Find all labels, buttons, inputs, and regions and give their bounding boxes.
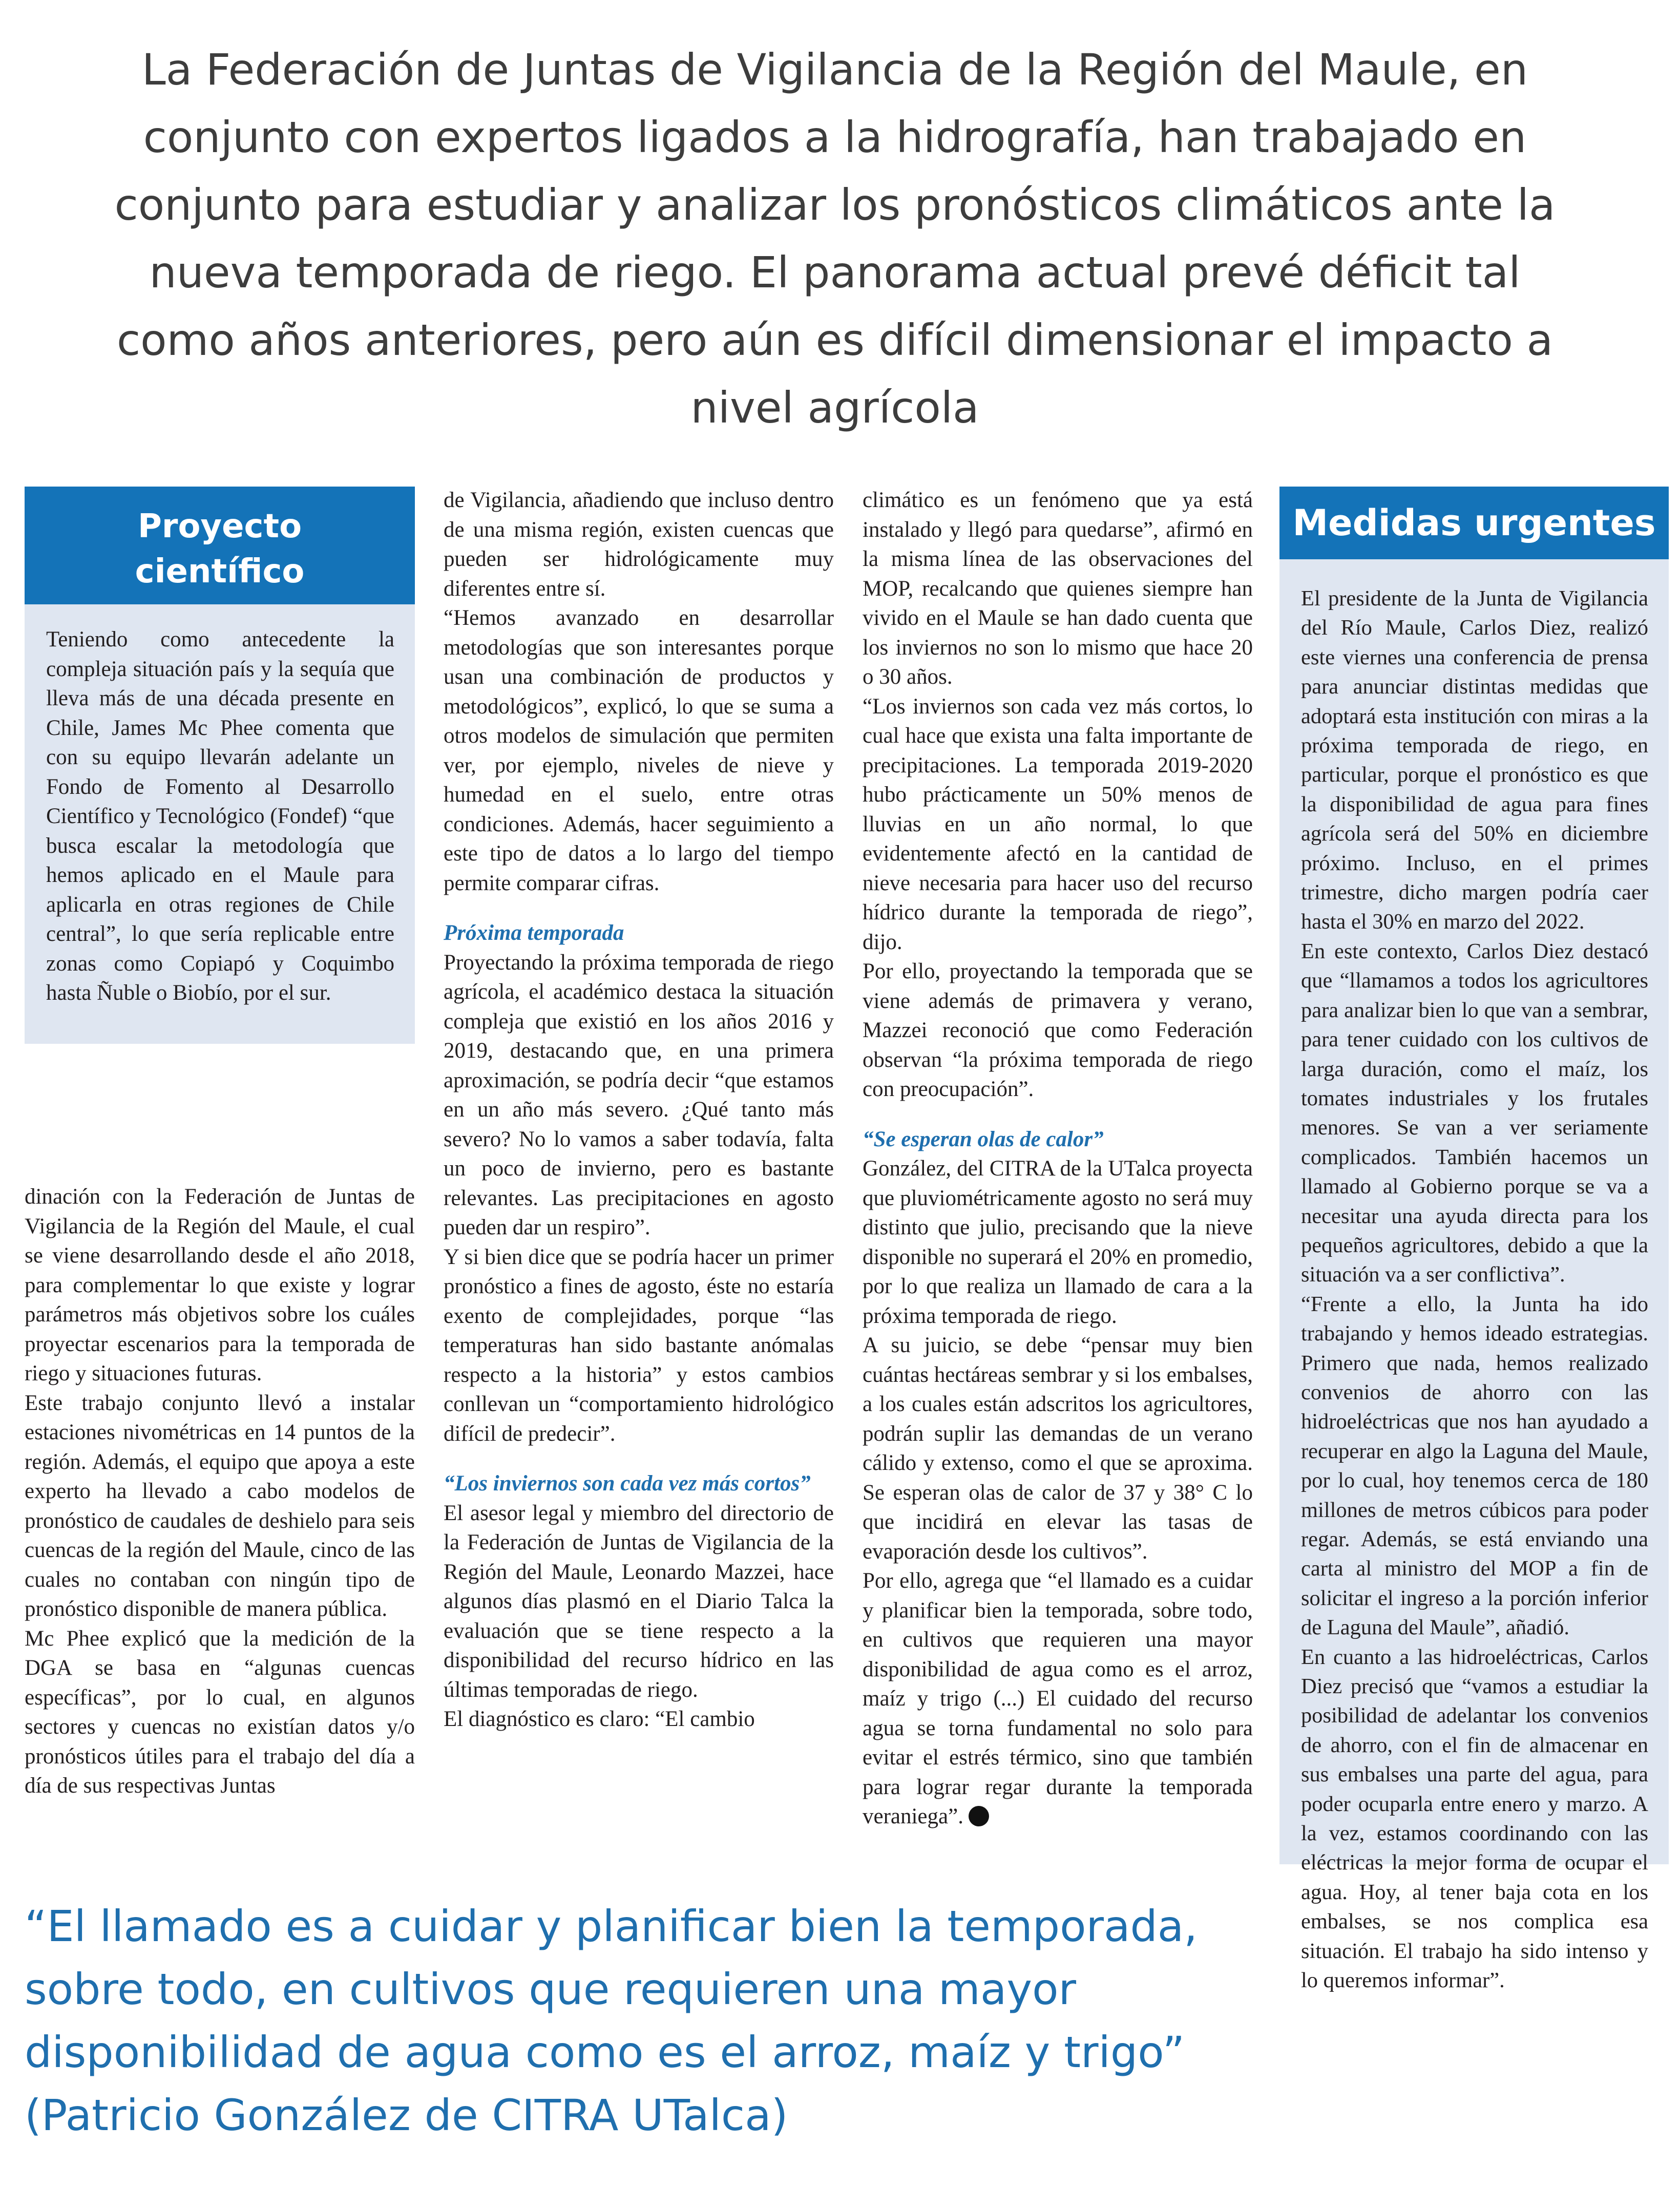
body-paragraph: El diagnóstico es claro: “El cambio: [444, 1707, 755, 1731]
body-paragraph: A su juicio, se debe “pensar muy bien cuántas hectáreas sembrar y si los embalses, a los cuales están adscritos los agricultores, podrán suplir las demandas de un verano cálido y extenso, como el que se aproxima. Se esperan olas de calor de 37 y 38° C lo que incidirá en elevar las tasas de evaporación desde los cultivos”.: [863, 1333, 1253, 1564]
body-paragraph: [863, 1566, 1253, 1832]
article-column-1: [25, 1182, 415, 1801]
sidebar-paragraph: “Frente a ello, la Junta ha ido trabajando y hemos ideado estrategias. Primero que nada, hemos realizado convenios de ahorro con las hidroeléctricas que nos han ayudado a recuperar en algo la Laguna del Maule, por lo cual, hoy tenemos cerca de 180 millones de metros cúbicos para poder regar. Además, se está enviando una carta al ministro del MOP a fin de solicitar el ingreso a la porción inferior de Laguna del Maule”, añadió.: [1301, 1292, 1648, 1640]
body-paragraph: El asesor legal y miembro del directorio de la Federación de Juntas de Vigilancia de la Región del Maule, Leonardo Mazzei, hace algunos días plasmó en el Diario Talca la evaluación que se tiene respecto a la disponibilidad del recurso hídrico en las últimas temporadas de riego.: [444, 1501, 834, 1702]
pull-quote: “El llamado es a cuidar y planificar bien la temporada, sobre todo, en cultivos que requieren una mayor disponibilidad de agua como es el arroz, maíz y trigo” (Patricio González de CITRA UTalca): [25, 1901, 1198, 2140]
article-lead: La Federación de Juntas de Vigilancia de la Región del Maule, en conjunto con expertos ligados a la hidrografía, han trabajado en conjunto para estudiar y analizar los pronósticos climáticos ante la nueva temporada de riego. El panorama actual prevé déficit tal como años anteriores, pero aún es difícil dimensionar el impacto a nivel agrícola: [114, 45, 1556, 433]
article-column-2: [444, 486, 834, 1734]
body-paragraph: González, del CITRA de la UTalca proyecta que pluviométricamente agosto no será muy distinto que julio, precisando que la nieve disponible no superará el 20% en promedio, por lo que realiza un llamado de cara a la próxima temporada de riego.: [863, 1156, 1253, 1328]
body-paragraph: “Los inviernos son cada vez más cortos, lo cual hace que exista una falta importante de precipitaciones. La temporada 2019-2020 hubo prácticamente un 50% menos de lluvias en un año normal, lo que evidentemente afectó en la cantidad de nieve necesaria para hacer uso del recurso hídrico durante la temporada de riego”, dijo.: [863, 694, 1253, 954]
sidebar-title: Medidas urgentes: [1279, 487, 1669, 559]
body-paragraph: “Hemos avanzado en desarrollar metodologías que son interesantes porque usan una combinación de productos y metodológicos”, explicó, lo que se suma a otros modelos de simulación que permiten ver, por ejemplo, niveles de nieve y humedad en el suelo, entre otras condiciones. Además, hacer seguimiento a este tipo de datos a lo largo del tiempo permite comparar cifras.: [444, 606, 834, 895]
body-paragraph: Mc Phee explicó que la medición de la DGA se basa en “algunas cuencas específicas”, por lo cual, en algunos sectores y cuencas no existían datos y/o pronósticos útiles para el trabajo del día a día de sus respectivas Juntas: [25, 1626, 415, 1798]
section-heading-proxima-temporada: Próxima temporada: [444, 921, 624, 945]
body-paragraph: dinación con la Federación de Juntas de Vigilancia de la Región del Maule, el cual se viene desarrollando desde el año 2018, para complementar lo que existe y lograr parámetros más objetivos sobre los cuáles proyectar escenarios para la temporada de riego y situaciones futuras.: [25, 1185, 415, 1385]
end-of-article-mark: [969, 1806, 989, 1826]
sidebar-paragraph: El presidente de la Junta de Vigilancia del Río Maule, Carlos Diez, realizó este viernes una conferencia de prensa para anunciar distintas medidas que adoptará esta institución con miras a la próxima temporada de riego, en particular, porque el pronóstico es que la disponibilidad de agua para fines agrícola será del 50% en diciembre próximo. Incluso, en el primes trimestre, dicho margen podría caer hasta el 30% en marzo del 2022.: [1301, 586, 1648, 934]
sidebar-medidas-urgentes: [1279, 487, 1669, 1993]
sidebar-title: Proyecto científico: [25, 487, 415, 604]
sidebar-proyecto-cientifico: [25, 487, 415, 1044]
sidebar-body: [25, 604, 415, 1008]
sidebar-paragraph: Teniendo como antecedente la compleja situación país y la sequía que lleva más de una década presente en Chile, James Mc Phee comenta que con su equipo llevarán adelante un Fondo de Fomento al Desarrollo Científico y Tecnológico (Fondef) “que busca escalar la metodología que hemos aplicado en el Maule para aplicarla en otras regiones de Chile central”, lo que sería replicable entre zonas como Copiapó y Coquimbo hasta Ñuble o Biobío, por el sur.: [46, 627, 394, 1005]
article-column-3: [863, 486, 1253, 1832]
sidebar-body: [1279, 559, 1669, 1995]
body-paragraph: climático es un fenómeno que ya está instalado y llegó para quedarse”, afirmó en la misma línea de las observaciones del MOP, recalcando que quienes siempre han vivido en el Maule se han dado cuenta que los inviernos no son lo mismo que hace 20 o 30 años.: [863, 488, 1253, 689]
section-heading-olas-de-calor: “Se esperan olas de calor”: [863, 1127, 1104, 1151]
sidebar-paragraph: En este contexto, Carlos Diez destacó que “llamamos a todos los agricultores para analizar bien lo que van a sembrar, para tener cuidado con los cultivos de larga duración, como el maíz, los tomates industriales y los frutales menores. Se van a ver seriamente complicados. También hacemos un llamado al Gobierno porque se va a necesitar una ayuda directa para los pequeños agricultores, debido a que la situación va a ser conflictiva”.: [1301, 939, 1648, 1287]
section-heading-inviernos-cortos: “Los inviernos son cada vez más cortos”: [444, 1471, 811, 1496]
body-paragraph: Por ello, proyectando la temporada que se viene además de primavera y verano, Mazzei reconoció que como Federación observan “la próxima temporada de riego con preocupación”.: [863, 959, 1253, 1101]
body-paragraph: Este trabajo conjunto llevó a instalar estaciones nivométricas en 14 puntos de la región. Además, el equipo que apoya a este experto ha llevado a cabo modelos de pronóstico de caudales de deshielo para seis cuencas de la región del Maule, cinco de las cuales no contaban con ningún tipo de pronóstico disponible de manera pública.: [25, 1391, 415, 1621]
body-paragraph: Y si bien dice que se podría hacer un primer pronóstico a fines de agosto, éste no estaría exento de complejidades, porque “las temperaturas han sido bastante anómalas respecto a la historia” y estos cambios conllevan un “comportamiento hidrológico difícil de predecir”.: [444, 1245, 834, 1446]
body-paragraph: Proyectando la próxima temporada de riego agrícola, el académico destaca la situación compleja que existió en los años 2016 y 2019, destacando que, en una primera aproximación, se podría decir “que estamos en un año más severo. ¿Qué tanto más severo? No lo vamos a saber todavía, falta un poco de invierno, pero es bastante relevantes. Las precipitaciones en agosto pueden dar un respiro”.: [444, 950, 834, 1239]
sidebar-paragraph: En cuanto a las hidroeléctricas, Carlos Diez precisó que “vamos a estudiar la posibilidad de adelantar los convenios de ahorro, con el fin de almacenar en sus embalses una parte del agua, para poder ocuparla entre enero y marzo. A la vez, estamos coordinando con las eléctricas la mejor forma de ocupar el agua. Hoy, al tener baja cota en los embalses, se nos complica esa situación. El trabajo ha sido intenso y lo queremos informar”.: [1301, 1645, 1648, 1993]
body-paragraph: de Vigilancia, añadiendo que incluso dentro de una misma región, existen cuencas que pueden ser hidrológicamente muy diferentes entre sí.: [444, 488, 834, 601]
final-paragraph-text: Por ello, agrega que “el llamado es a cuidar y planificar bien la temporada, sobre todo, en cultivos que requieren una mayor disponibilidad de agua como es el arroz, maíz y trigo (...) El cuidado del recurso agua se torna fundamental no solo para evitar el estrés térmico, sino que también para lograr regar durante la temporada veraniega”.: [863, 1569, 1253, 1828]
